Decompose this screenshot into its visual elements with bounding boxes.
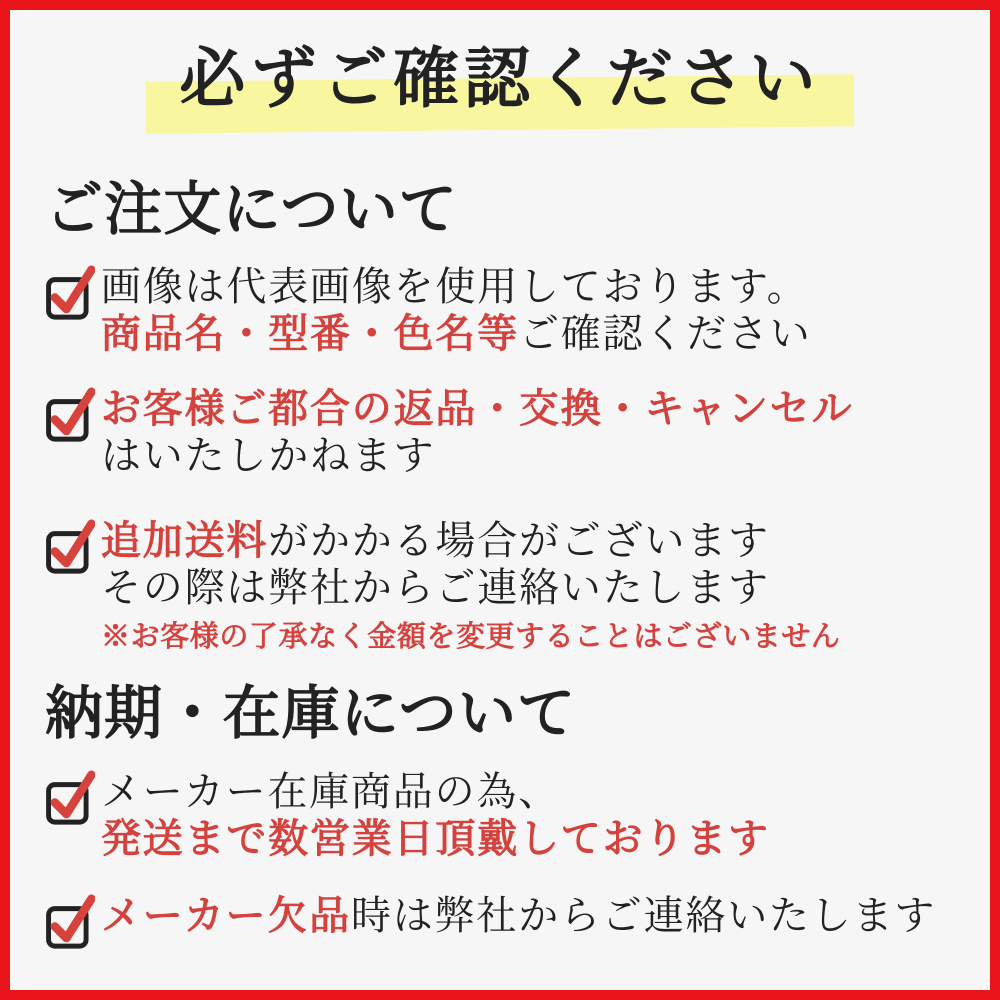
- checked-checkbox-icon: [45, 387, 95, 443]
- list-item-no-returns: [45, 385, 955, 479]
- text-line: メーカー欠品時は弊社からご連絡いたします: [101, 893, 937, 939]
- list-item-text: [101, 768, 770, 862]
- delivery-stock-section: [45, 679, 955, 951]
- list-item-representative-image: [45, 263, 955, 357]
- price-change-note: ※お客様の了承なく金額を変更することはございません: [101, 620, 841, 653]
- checked-checkbox-icon: [45, 894, 95, 950]
- list-item-text: [101, 385, 853, 479]
- text-line: はいたしかねます: [101, 432, 436, 478]
- checked-checkbox-icon: [45, 265, 95, 321]
- text-line: 画像は代表画像を使用しております。: [101, 263, 809, 309]
- list-item-maker-shortage: [45, 892, 955, 950]
- text-line: メーカー在庫商品の為、: [101, 769, 560, 815]
- checked-checkbox-icon: [45, 770, 95, 826]
- text-line: 商品名・型番・色名等ご確認ください: [101, 310, 812, 356]
- delivery-section-heading: 納期・在庫について: [45, 680, 577, 746]
- text-line: 追加送料がかかる場合がございます: [101, 517, 770, 563]
- page-title: 必ずご確認ください: [179, 43, 821, 116]
- list-item-extra-shipping: [45, 517, 955, 655]
- list-item-text: [101, 263, 812, 357]
- text-line: 発送まで数営業日頂戴しております: [101, 816, 770, 862]
- checked-checkbox-icon: [45, 519, 95, 575]
- list-item-text: [101, 892, 936, 939]
- list-item-text: [101, 517, 841, 655]
- order-section: [45, 175, 955, 654]
- text-line: お客様ご都合の返品・交換・キャンセル: [101, 385, 854, 431]
- order-section-heading: ご注文について: [45, 177, 458, 243]
- list-item-maker-stock: [45, 768, 955, 862]
- text-line: その際は弊社からご連絡いたします: [101, 564, 770, 610]
- title-block: [45, 40, 955, 119]
